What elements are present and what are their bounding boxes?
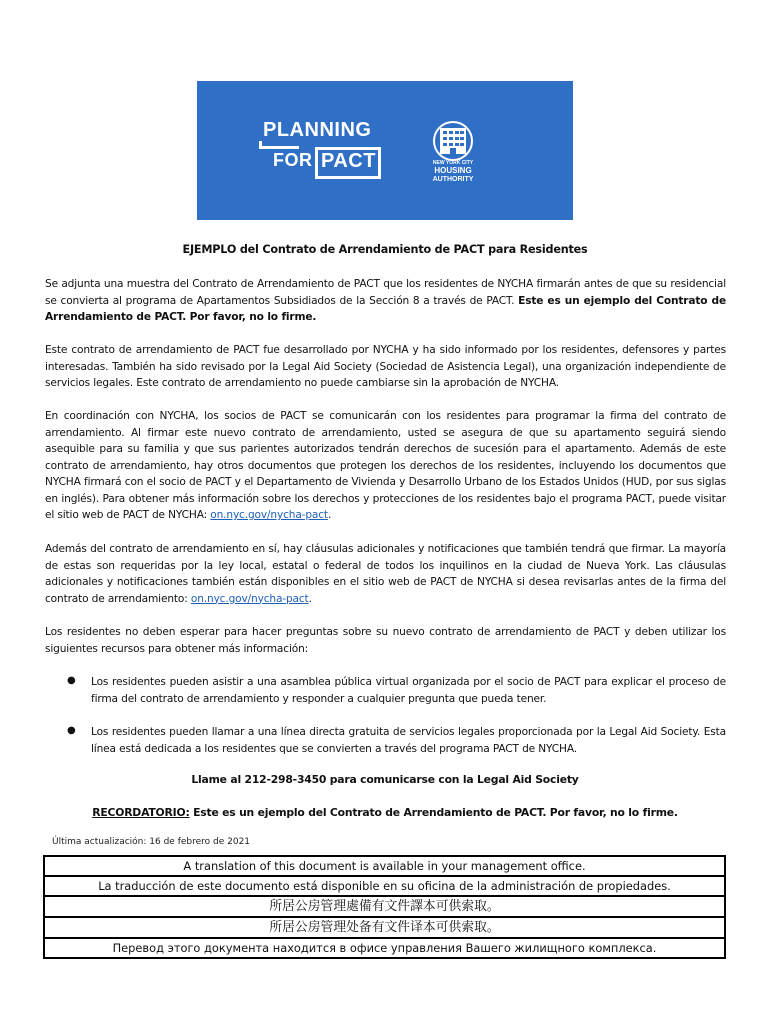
development-paragraph: Este contrato de arrendamiento de PACT fue desarrollado por NYCHA y ha sido informado por los residentes, defensores y partes interesadas. También ha sido revisado por la Legal Aid Society (Sociedad de Asistencia Legal), una organización independiente de servicios legales. Este contrato de arrendamiento no puede cambiarse sin la aprobación de NYCHA.	[45, 344, 726, 389]
header-banner	[197, 81, 573, 220]
resources-paragraph: Los residentes no deben esperar para hacer preguntas sobre su nuevo contrato de arrendamiento de PACT y deben utilizar los siguientes recursos para obtener más información:	[45, 626, 726, 655]
last-updated: Última actualización: 16 de febrero de 2021	[52, 837, 251, 847]
bullet-icon: ●	[67, 675, 76, 686]
reminder-label: RECORDATORIO:	[92, 806, 190, 819]
reminder-text: Este es un ejemplo del Contrato de Arrendamiento de PACT. Por favor, no lo firme.	[189, 806, 678, 819]
coordination-period: .	[327, 509, 332, 521]
planning-for-pact-logo	[259, 119, 383, 185]
nycha-logo	[423, 119, 479, 185]
translation-spanish: La traducción de este documento está disponible en su oficina de la administración de propiedades.	[44, 876, 725, 896]
logo-word-planning: PLANNING	[263, 119, 372, 141]
reminder-line	[0, 806, 770, 819]
logo-word-pact: PACT	[321, 150, 376, 172]
clauses-text: Además del contrato de arrendamiento en sí, hay cláusulas adicionales y notificaciones que también tendrá que firmar. La mayoría de estas son requeridas por la ley local, estatal o federal de todos los inquilinos en la ciudad de Nueva York. Las cláusulas adicionales y notificaciones también están disponibles en el sitio web de PACT de NYCHA si desea revisarlas antes de la firma del contrato de arrendamiento:	[45, 543, 726, 605]
coordination-paragraph	[45, 408, 726, 524]
nycha-logo-line3: AUTHORITY	[432, 176, 474, 183]
translation-chinese-traditional: 所居公房管理處備有文件譯本可供索取。	[44, 896, 725, 917]
bullet-icon: ●	[67, 725, 76, 736]
coordination-text: En coordinación con NYCHA, los socios de PACT se comunicarán con los residentes para programar la firma del contrato de arrendamiento. Al firmar este nuevo contrato de arrendamiento, usted se asegura de que su apartamento seguirá siendo asequible para su familia y que sus parientes autorizados tendrán derechos de sucesión para el apartamento. Además de este contrato de arrendamiento, hay otros documentos que protegen los derechos de los residentes, incluyendo los documentos que NYCHA firmará con el socio de PACT y el Departamento de Vivienda y Desarrollo Urbano de los Estados Unidos (HUD, por sus siglas en inglés). Para obtener más información sobre los derechos y protecciones de los residentes bajo el programa PACT, puede visitar el sitio web de PACT de NYCHA:	[45, 410, 726, 521]
logo-bracket	[259, 141, 299, 149]
translation-russian: Перевод этого документа находится в офисе управления Вашего жилищного комплекса.	[44, 938, 725, 958]
nycha-logo-line1: NEW YORK CITY	[432, 160, 474, 166]
translation-english: A translation of this document is available in your management office.	[44, 856, 725, 876]
call-line: Llame al 212-298-3450 para comunicarse con la Legal Aid Society	[191, 773, 579, 786]
intro-paragraph	[45, 276, 726, 326]
intro-text: Se adjunta una muestra del Contrato de Arrendamiento de PACT que los residentes de NYCHA firmarán antes de que su residencial se convierta al programa de Apartamentos Subsidiados de la Sección 8 a través de PACT.	[45, 278, 726, 307]
translation-notice-table	[43, 855, 726, 959]
building-icon	[425, 119, 481, 163]
nycha-logo-line2: HOUSING	[434, 166, 472, 175]
clauses-paragraph	[45, 541, 726, 607]
logo-word-for: FOR	[273, 150, 313, 170]
bullet-item-hotline: Los residentes pueden llamar a una línea directa gratuita de servicios legales proporcionada por la Legal Aid Society. Esta línea está dedicada a los residentes que se convierten a través del programa PACT de NYCHA.	[91, 726, 726, 755]
document-title: EJEMPLO del Contrato de Arrendamiento de PACT para Residentes	[182, 243, 588, 256]
intro-warning: Este es un ejemplo del Contrato de Arrendamiento de PACT. Por favor, no lo firme.	[45, 294, 726, 323]
clauses-period: .	[308, 592, 312, 605]
translation-chinese-simplified: 所居公房管理处备有文件译本可供索取。	[44, 917, 725, 938]
pact-website-link[interactable]: on.nyc.gov/nycha-pact	[210, 509, 328, 521]
bullet-item-town-hall: Los residentes pueden asistir a una asamblea pública virtual organizada por el socio de PACT para explicar el proceso de firma del contrato de arrendamiento y responder a cualquier pregunta que pueda tener.	[91, 676, 726, 705]
pact-website-link-2[interactable]: on.nyc.gov/nycha-pact	[190, 592, 309, 605]
